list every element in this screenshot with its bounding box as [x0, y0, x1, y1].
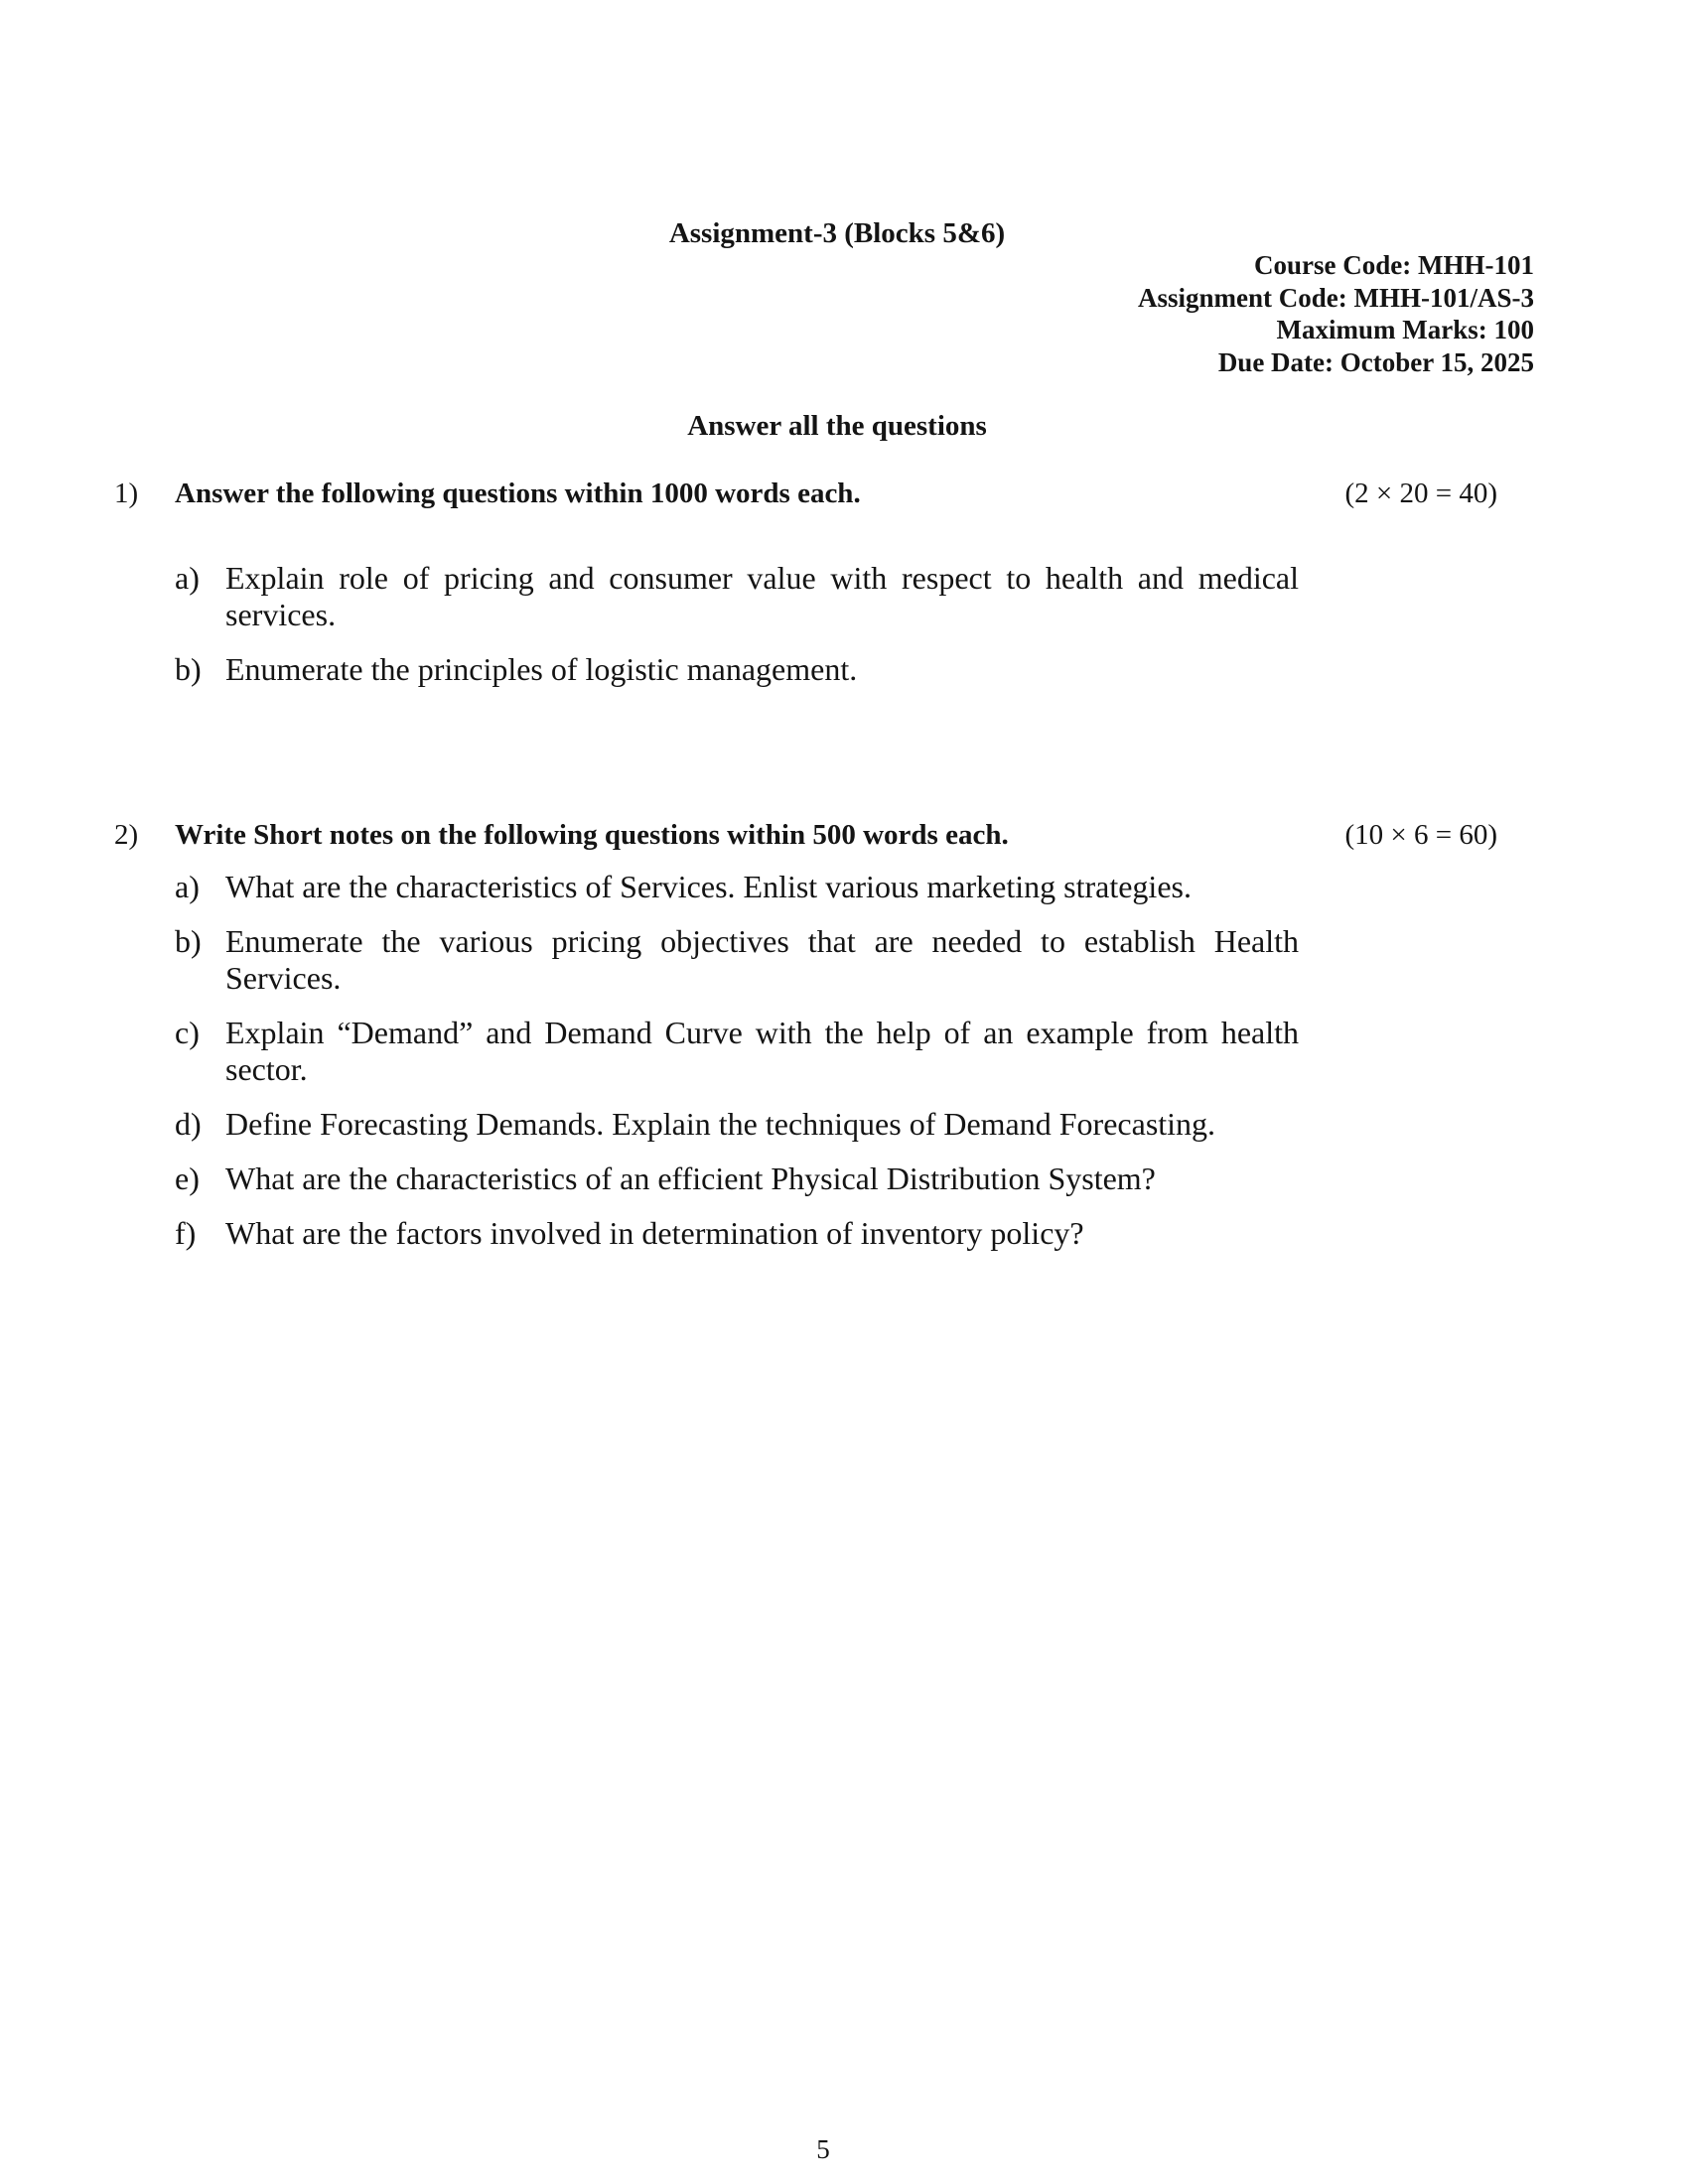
list-item [175, 1215, 1299, 1252]
question-marks: (10 × 6 = 60) [1344, 819, 1497, 851]
list-item [175, 1015, 1299, 1088]
item-letter: a) [175, 869, 200, 904]
item-text: What are the characteristics of an efficient Physical Distribution System? [225, 1160, 1156, 1196]
item-letter: e) [175, 1160, 200, 1196]
question-1-heading [0, 476, 1688, 511]
page-number: 5 [816, 2134, 830, 2164]
list-item [175, 923, 1299, 997]
maximum-marks: Maximum Marks: 100 [1276, 315, 1534, 344]
item-letter: a) [175, 560, 200, 596]
question-text: Write Short notes on the following questions within 500 words each. [175, 819, 1009, 851]
question-2-heading [0, 817, 1688, 853]
item-text: Explain role of pricing and consumer value with respect to health and medical services. [225, 560, 1299, 632]
item-text: What are the factors involved in determination of inventory policy? [225, 1215, 1084, 1251]
item-text: Explain “Demand” and Demand Curve with the help of an example from health sector. [225, 1015, 1299, 1087]
due-date: Due Date: October 15, 2025 [1217, 346, 1534, 377]
assignment-meta [1138, 249, 1534, 378]
question-1-parts [175, 560, 1299, 688]
list-item [175, 1106, 1299, 1143]
item-letter: c) [175, 1015, 200, 1050]
question-2-parts [175, 869, 1299, 1252]
question-number: 2) [114, 819, 139, 851]
list-item [175, 560, 1299, 633]
instruction: Answer all the questions [687, 410, 987, 442]
item-text: Define Forecasting Demands. Explain the techniques of Demand Forecasting. [225, 1106, 1216, 1142]
item-text: Enumerate the principles of logistic management. [225, 651, 858, 687]
question-text: Answer the following questions within 1000 words each. [175, 478, 861, 509]
list-item [175, 1160, 1299, 1197]
item-letter: b) [175, 923, 202, 959]
item-letter: f) [175, 1215, 197, 1251]
assignment-code: Assignment Code: MHH-101/AS-3 [1138, 282, 1534, 313]
list-item [175, 651, 1299, 688]
item-letter: d) [175, 1106, 202, 1142]
question-marks: (2 × 20 = 40) [1344, 478, 1497, 509]
list-item [175, 869, 1299, 905]
page-title: Assignment-3 (Blocks 5&6) [668, 217, 1006, 249]
item-text: What are the characteristics of Services. Enlist various marketing strategies. [225, 869, 1192, 904]
course-code: Course Code: MHH-101 [1254, 250, 1534, 280]
item-letter: b) [175, 651, 202, 687]
question-number: 1) [114, 478, 139, 509]
item-text: Enumerate the various pricing objectives that are needed to establish Health Services. [225, 923, 1299, 996]
